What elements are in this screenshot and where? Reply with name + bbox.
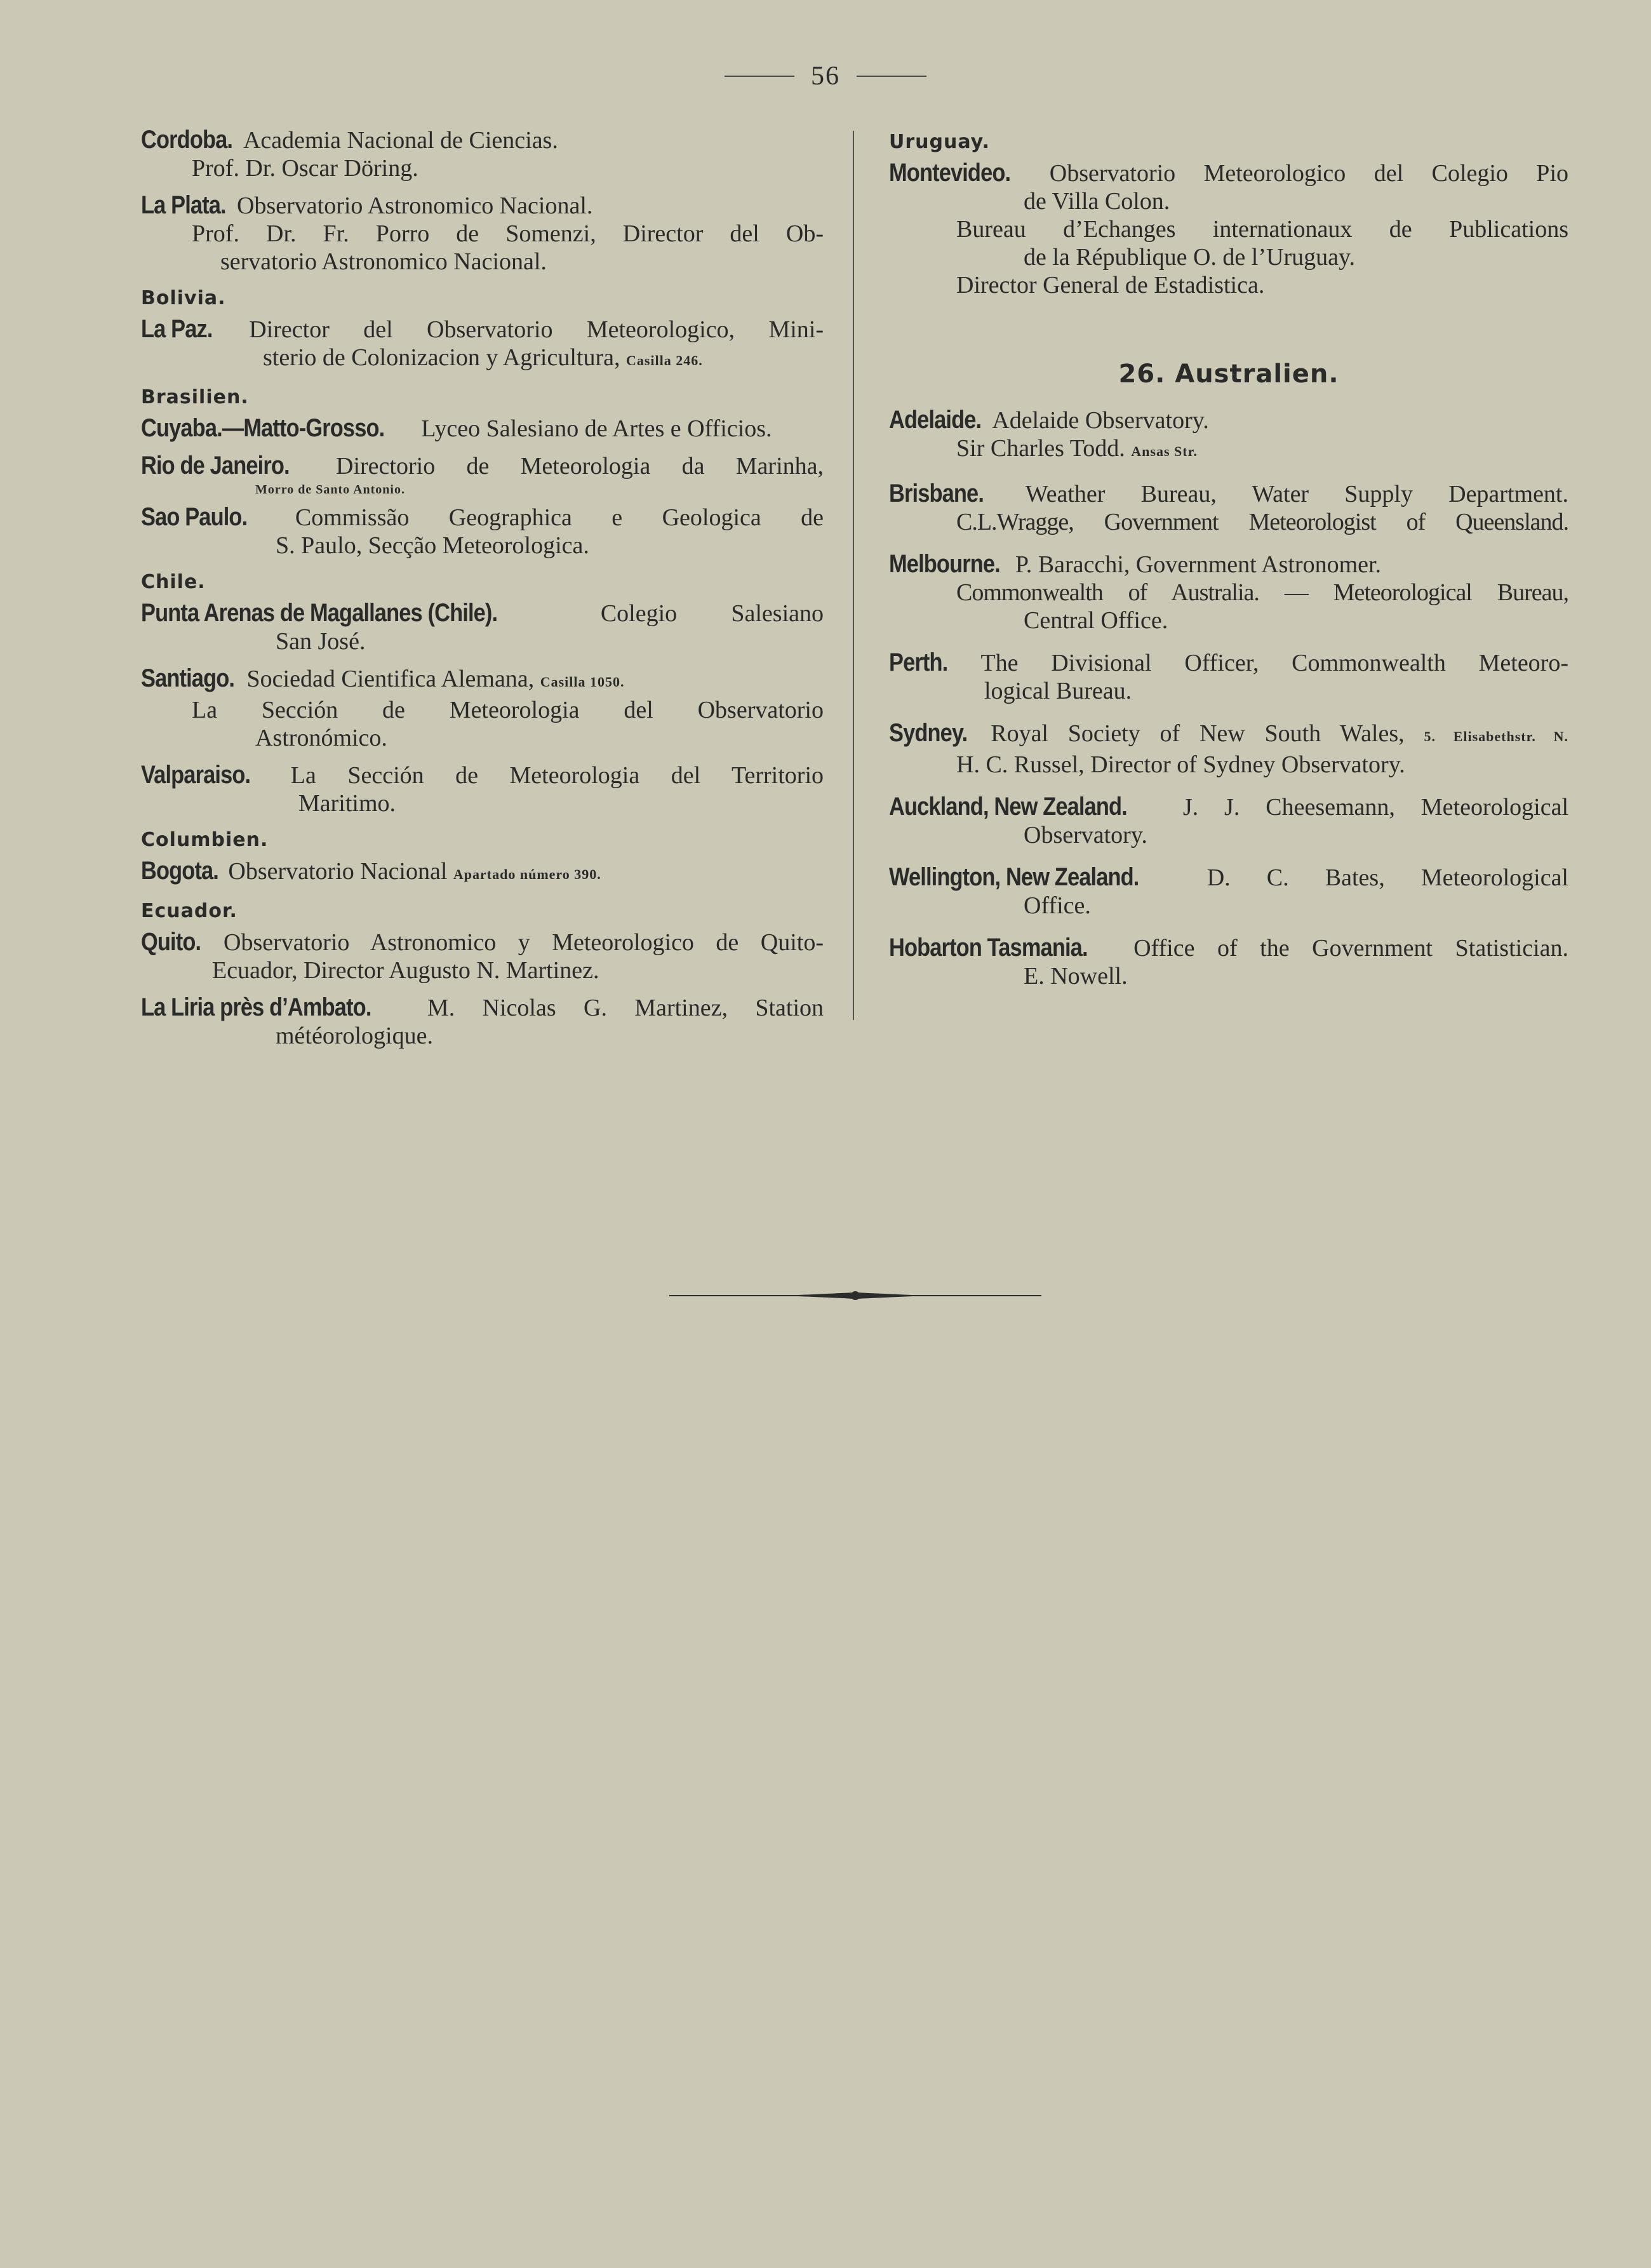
ornament-center-dot	[851, 1291, 860, 1300]
country-heading-chile: Chile.	[141, 571, 206, 593]
address-note: Casilla 1050.	[540, 674, 625, 690]
ornament-swell-right	[856, 1292, 927, 1299]
page-number: 56	[811, 62, 840, 91]
entry-santiago	[141, 664, 824, 752]
place-name: Valparaiso.	[141, 761, 251, 789]
entry-text: Lyceo Salesiano de Artes e Officios.	[421, 415, 772, 442]
entry-hobarton	[889, 934, 1568, 990]
entry-sydney	[889, 719, 1568, 779]
page-header	[0, 61, 1651, 91]
place-name: Brisbane.	[889, 480, 984, 507]
entry-brisbane	[889, 480, 1568, 536]
entry-text: M. Nicolas G. Martinez, Station	[427, 995, 824, 1021]
entry-valparaiso	[141, 761, 824, 817]
address-note: Ansas Str.	[1131, 443, 1198, 459]
entry-text: Observatorio Astronomico y Meteorologico de Quito-	[224, 929, 824, 956]
country-heading-bolivia: Bolivia.	[141, 287, 226, 309]
entry-text: Sir Charles Todd.	[956, 435, 1125, 462]
entry-text: Observatorio Astronomico Nacional.	[237, 192, 593, 219]
entry-text: La Sección de Meteorologia del Territorio	[290, 762, 824, 789]
entry-rio-de-janeiro	[141, 452, 824, 499]
address-note: Apartado número 390.	[453, 866, 601, 882]
entry-la-plata	[141, 191, 824, 276]
entry-cordoba	[141, 126, 824, 182]
country-heading-uruguay: Uruguay.	[889, 131, 990, 153]
entry-perth	[889, 648, 1568, 705]
entry-quito	[141, 928, 824, 984]
place-name: Cordoba.	[141, 126, 233, 154]
place-name: Auckland, New Zealand.	[889, 793, 1127, 821]
entry-text: de Villa Colon.	[1024, 188, 1170, 215]
entry-text: Royal Society of New South Wales,	[991, 720, 1405, 747]
entry-text: Director del Observatorio Meteorologico, Mini-	[249, 316, 824, 343]
place-name: Punta Arenas de Magallanes (Chile).	[141, 599, 498, 627]
entry-text: Ecuador, Director Augusto N. Martinez.	[212, 957, 599, 984]
place-name: Bogota.	[141, 857, 219, 885]
place-name: La Liria près d’Ambato.	[141, 993, 371, 1021]
entry-text: Central Office.	[1024, 607, 1168, 634]
address-note: Morro de Santo Antonio.	[255, 483, 405, 497]
entry-text: servatorio Astronomico Nacional.	[220, 248, 547, 275]
entry-text: Director General de Estadistica.	[956, 272, 1265, 299]
entry-wellington	[889, 863, 1568, 920]
entry-la-paz	[141, 315, 824, 375]
place-name: Perth.	[889, 648, 948, 676]
left-column	[141, 126, 824, 1059]
entry-text: sterio de Colonizacion y Agricultura,	[263, 344, 620, 371]
place-name: Santiago.	[141, 664, 235, 692]
entry-montevideo	[889, 159, 1568, 299]
entry-cuyaba	[141, 414, 824, 443]
place-name: Wellington, New Zealand.	[889, 863, 1139, 891]
entry-text: H. C. Russel, Director of Sydney Observatory.	[956, 751, 1405, 778]
country-heading-brasilien: Brasilien.	[141, 386, 249, 408]
place-name: Sydney.	[889, 719, 968, 747]
right-column	[889, 126, 1568, 999]
entry-text: Astronómico.	[255, 725, 387, 751]
entry-text: de la République O. de l’Uruguay.	[1024, 244, 1355, 271]
entry-text: Commonwealth of Australia. — Meteorological Bureau,	[956, 579, 1568, 606]
entry-text: Observatorio Nacional	[228, 858, 448, 885]
country-heading-columbien: Columbien.	[141, 829, 269, 851]
entry-text: Directorio de Meteorologia da Marinha,	[336, 453, 824, 480]
entry-text: Observatorio Meteorologico del Colegio Pio	[1049, 160, 1568, 187]
country-heading-ecuador: Ecuador.	[141, 900, 237, 922]
entry-punta-arenas	[141, 599, 824, 655]
place-name: Sao Paulo.	[141, 503, 248, 531]
entry-text: C.L.Wragge, Government Meteorologist of Queensland.	[956, 509, 1568, 535]
address-note: Casilla 246.	[625, 352, 703, 368]
entry-text: S. Paulo, Secção Meteorologica.	[276, 532, 589, 559]
place-name: Adelaide.	[889, 406, 982, 434]
header-rule-right	[857, 76, 926, 77]
entry-adelaide	[889, 406, 1568, 466]
place-name: La Paz.	[141, 315, 213, 343]
entry-text: San José.	[276, 628, 366, 655]
entry-text: Academia Nacional de Ciencias.	[243, 127, 558, 154]
entry-text: Office of the Government Statistician.	[1133, 935, 1568, 962]
place-name: Melbourne.	[889, 550, 1000, 578]
entry-text: Colegio Salesiano	[600, 600, 824, 627]
ornament-swell-left	[784, 1292, 855, 1299]
address-note: 5. Elisabethstr. N.	[1424, 728, 1569, 744]
entry-melbourne	[889, 550, 1568, 634]
entry-text: Commissão Geographica e Geologica de	[295, 504, 824, 531]
place-name: Hobarton Tasmania.	[889, 934, 1088, 962]
place-name: La Plata.	[141, 191, 226, 219]
column-divider	[853, 131, 854, 1020]
entry-bogota	[141, 857, 824, 889]
place-name: Rio de Janeiro.	[141, 452, 290, 480]
entry-auckland	[889, 793, 1568, 849]
entry-text: météorologique.	[276, 1023, 433, 1049]
place-name: Cuyaba.—Matto-Grosso.	[141, 414, 385, 442]
entry-text: Sociedad Cientifica Alemana,	[246, 666, 535, 692]
ornament-divider	[669, 1280, 1041, 1312]
entry-text: Bureau d’Echanges internationaux de Publications	[956, 216, 1568, 243]
header-rule-left	[725, 76, 794, 77]
entry-text: Prof. Dr. Fr. Porro de Somenzi, Director del Ob-	[192, 220, 824, 247]
entry-text: Adelaide Observatory.	[992, 407, 1209, 434]
entry-text: logical Bureau.	[984, 678, 1132, 704]
entry-text: Prof. Dr. Oscar Döring.	[192, 155, 418, 182]
entry-text: Maritimo.	[298, 790, 396, 817]
entry-text: Weather Bureau, Water Supply Department.	[1025, 481, 1568, 507]
entry-text: Office.	[1024, 892, 1091, 919]
entry-text: P. Baracchi, Government Astronomer.	[1015, 551, 1382, 578]
entry-text: The Divisional Officer, Commonwealth Meteoro-	[980, 650, 1568, 676]
place-name: Quito.	[141, 928, 201, 956]
entry-la-liria	[141, 993, 824, 1050]
entry-text: D. C. Bates, Meteorological	[1206, 864, 1568, 891]
section-title: 26. Australien.	[1118, 359, 1339, 389]
entry-text: E. Nowell.	[1024, 963, 1128, 990]
entry-text: La Sección de Meteorologia del Observatorio	[192, 697, 824, 723]
entry-sao-paulo	[141, 503, 824, 560]
entry-text: J. J. Cheesemann, Meteorological	[1182, 794, 1568, 821]
entry-text: Observatory.	[1024, 822, 1147, 849]
place-name: Montevideo.	[889, 159, 1011, 187]
